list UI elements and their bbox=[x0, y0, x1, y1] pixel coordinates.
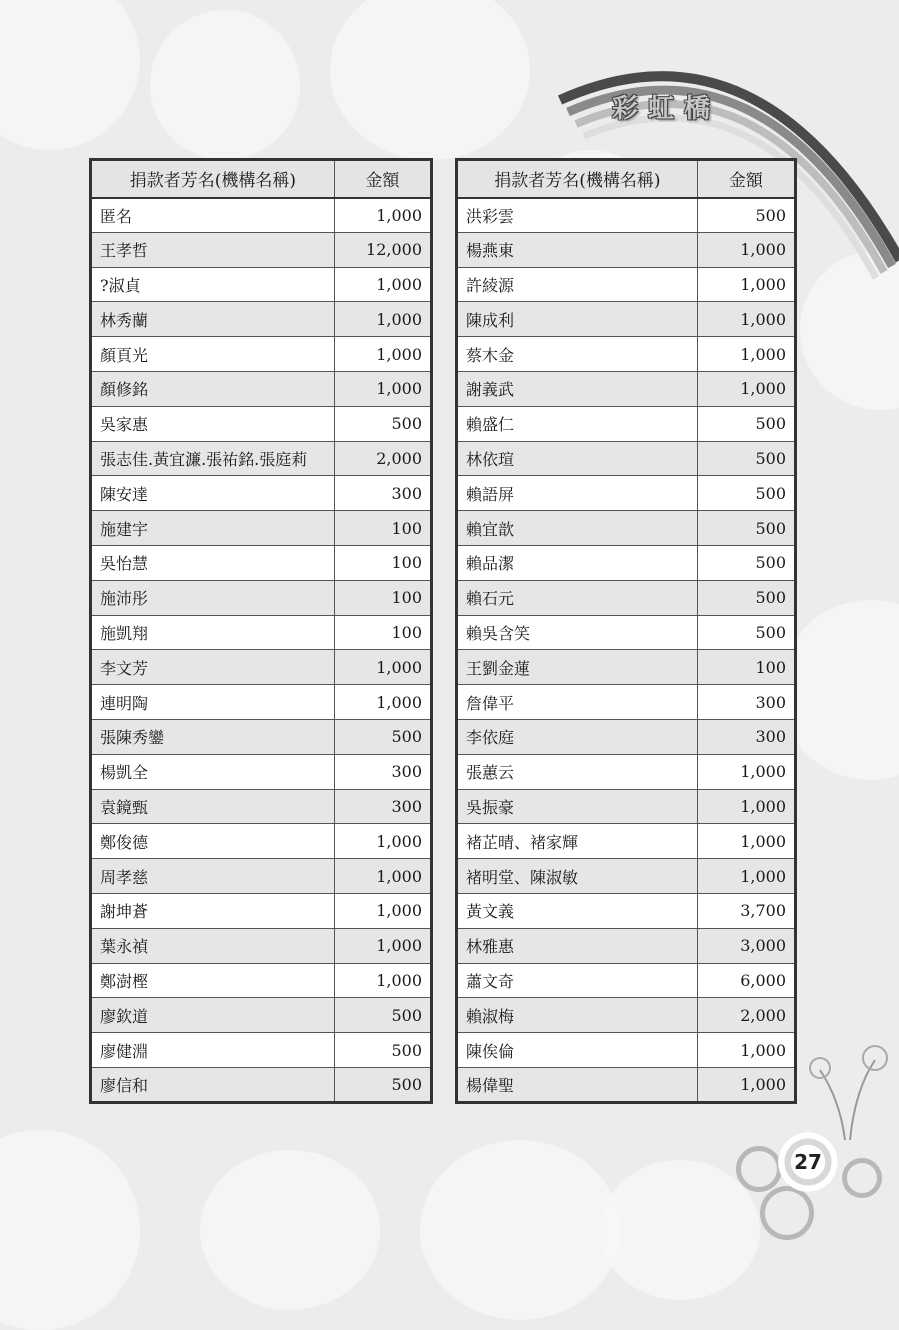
donor-name: 廖信和 bbox=[91, 1067, 335, 1102]
donor-row bbox=[91, 337, 432, 372]
donor-row bbox=[457, 302, 796, 337]
donation-amount: 1,000 bbox=[334, 685, 431, 720]
donor-table-right bbox=[455, 158, 797, 1104]
donation-amount: 300 bbox=[334, 476, 431, 511]
donor-name: 施沛彤 bbox=[91, 580, 335, 615]
donor-name: 張陳秀鑾 bbox=[91, 719, 335, 754]
donor-name: 吳振豪 bbox=[457, 789, 698, 824]
donor-name: 蔡木金 bbox=[457, 337, 698, 372]
donation-amount: 1,000 bbox=[697, 371, 795, 406]
donor-name: 施凱翔 bbox=[91, 615, 335, 650]
donor-row bbox=[457, 615, 796, 650]
donation-amount: 3,700 bbox=[697, 893, 795, 928]
donor-name: 張志佳.黃宜濂.張祐銘.張庭莉 bbox=[91, 441, 335, 476]
donation-amount: 12,000 bbox=[334, 232, 431, 267]
donor-name: 賴石元 bbox=[457, 580, 698, 615]
donor-name: 楊燕東 bbox=[457, 232, 698, 267]
donor-row bbox=[457, 998, 796, 1033]
donation-amount: 1,000 bbox=[697, 1033, 795, 1068]
page-title: 彩虹橋 bbox=[612, 94, 721, 124]
donation-amount: 1,000 bbox=[697, 824, 795, 859]
donor-row bbox=[91, 476, 432, 511]
donor-row bbox=[457, 963, 796, 998]
donor-row bbox=[457, 337, 796, 372]
donation-amount: 3,000 bbox=[697, 928, 795, 963]
donation-amount: 1,000 bbox=[334, 371, 431, 406]
donor-row bbox=[91, 754, 432, 789]
donor-row bbox=[457, 859, 796, 894]
donor-name: 張蕙云 bbox=[457, 754, 698, 789]
donation-amount: 1,000 bbox=[697, 1067, 795, 1102]
donor-row bbox=[457, 198, 796, 233]
donation-amount: 1,000 bbox=[334, 302, 431, 337]
donor-row bbox=[91, 511, 432, 546]
donor-name: 林依瑄 bbox=[457, 441, 698, 476]
donor-row bbox=[91, 198, 432, 233]
page-number: 27 bbox=[794, 1150, 822, 1174]
donor-name: 褚芷晴、褚家輝 bbox=[457, 824, 698, 859]
donor-row bbox=[91, 267, 432, 302]
donor-row bbox=[457, 267, 796, 302]
donor-row bbox=[91, 371, 432, 406]
donation-amount: 1,000 bbox=[697, 754, 795, 789]
donation-amount: 1,000 bbox=[334, 893, 431, 928]
donor-table-right-body bbox=[457, 198, 796, 1103]
donor-row bbox=[91, 650, 432, 685]
donation-amount: 500 bbox=[334, 406, 431, 441]
donation-amount: 2,000 bbox=[334, 441, 431, 476]
donor-name: 林秀蘭 bbox=[91, 302, 335, 337]
donor-table-left bbox=[89, 158, 433, 1104]
donor-row bbox=[457, 685, 796, 720]
donor-name: 匿名 bbox=[91, 198, 335, 233]
donor-row bbox=[457, 650, 796, 685]
donor-name: 詹偉平 bbox=[457, 685, 698, 720]
donor-name: 楊偉聖 bbox=[457, 1067, 698, 1102]
donation-amount: 100 bbox=[334, 580, 431, 615]
donation-amount: 100 bbox=[697, 650, 795, 685]
donation-amount: 500 bbox=[697, 615, 795, 650]
donor-name: 鄭俊德 bbox=[91, 824, 335, 859]
table-header-row bbox=[91, 160, 432, 198]
donor-name: 李依庭 bbox=[457, 719, 698, 754]
donor-row bbox=[457, 789, 796, 824]
donation-amount: 1,000 bbox=[697, 789, 795, 824]
donor-name: 葉永禎 bbox=[91, 928, 335, 963]
donor-name: 謝義武 bbox=[457, 371, 698, 406]
donation-amount: 500 bbox=[697, 198, 795, 233]
donor-name: 賴盛仁 bbox=[457, 406, 698, 441]
background-bubble bbox=[420, 1140, 620, 1320]
column-header-amount: 金額 bbox=[697, 160, 795, 198]
donor-name: 吳家惠 bbox=[91, 406, 335, 441]
donor-row bbox=[91, 1033, 432, 1068]
donor-row bbox=[457, 545, 796, 580]
donor-name: 賴吳含笑 bbox=[457, 615, 698, 650]
donor-name: 蕭文奇 bbox=[457, 963, 698, 998]
donor-name: 楊凱全 bbox=[91, 754, 335, 789]
donor-row bbox=[91, 719, 432, 754]
donor-name: 賴淑梅 bbox=[457, 998, 698, 1033]
donor-row bbox=[457, 232, 796, 267]
donation-amount: 6,000 bbox=[697, 963, 795, 998]
donor-row bbox=[91, 824, 432, 859]
donor-row bbox=[457, 406, 796, 441]
column-header-name: 捐款者芳名(機構名稱) bbox=[91, 160, 335, 198]
donor-name: 顏頁光 bbox=[91, 337, 335, 372]
donation-amount: 1,000 bbox=[334, 267, 431, 302]
donation-amount: 1,000 bbox=[334, 337, 431, 372]
donor-row bbox=[457, 754, 796, 789]
donation-amount: 1,000 bbox=[697, 267, 795, 302]
donation-amount: 300 bbox=[697, 719, 795, 754]
donation-amount: 500 bbox=[697, 406, 795, 441]
donation-amount: 1,000 bbox=[697, 302, 795, 337]
donor-name: 褚明堂、陳淑敏 bbox=[457, 859, 698, 894]
donation-amount: 100 bbox=[334, 615, 431, 650]
donor-row bbox=[91, 232, 432, 267]
donation-amount: 100 bbox=[334, 511, 431, 546]
donor-row bbox=[457, 476, 796, 511]
donation-amount: 300 bbox=[334, 789, 431, 824]
donor-name: 李文芳 bbox=[91, 650, 335, 685]
donor-row bbox=[457, 719, 796, 754]
background-bubble bbox=[600, 1160, 760, 1300]
donor-name: 林雅惠 bbox=[457, 928, 698, 963]
donation-amount: 500 bbox=[697, 511, 795, 546]
donor-row bbox=[91, 615, 432, 650]
donor-row bbox=[457, 928, 796, 963]
donor-row bbox=[91, 441, 432, 476]
donor-row bbox=[91, 545, 432, 580]
background-bubble bbox=[0, 1130, 140, 1330]
donor-row bbox=[91, 928, 432, 963]
decorative-ring bbox=[736, 1146, 782, 1192]
donor-name: 賴語屏 bbox=[457, 476, 698, 511]
donor-row bbox=[457, 1033, 796, 1068]
donor-name: 廖欽道 bbox=[91, 998, 335, 1033]
background-bubble bbox=[0, 0, 140, 150]
donation-amount: 500 bbox=[334, 1033, 431, 1068]
table-header-row bbox=[457, 160, 796, 198]
column-header-name: 捐款者芳名(機構名稱) bbox=[457, 160, 698, 198]
donor-name: 王孝哲 bbox=[91, 232, 335, 267]
flower-decoration bbox=[800, 1040, 890, 1140]
donation-amount: 1,000 bbox=[334, 650, 431, 685]
donor-row bbox=[91, 893, 432, 928]
donor-name: 洪彩雲 bbox=[457, 198, 698, 233]
donor-name: 謝坤蒼 bbox=[91, 893, 335, 928]
donor-name: 賴品潔 bbox=[457, 545, 698, 580]
donation-amount: 500 bbox=[697, 441, 795, 476]
donation-amount: 100 bbox=[334, 545, 431, 580]
donor-row bbox=[91, 685, 432, 720]
donor-name: 王劉金蓮 bbox=[457, 650, 698, 685]
donor-name: 周孝慈 bbox=[91, 859, 335, 894]
decorative-ring bbox=[842, 1158, 882, 1198]
donor-table-left-body bbox=[91, 198, 432, 1103]
donor-row bbox=[457, 580, 796, 615]
donation-amount: 500 bbox=[697, 545, 795, 580]
background-bubble bbox=[780, 600, 899, 780]
donation-amount: 1,000 bbox=[334, 859, 431, 894]
donation-amount: 1,000 bbox=[334, 963, 431, 998]
donation-amount: 300 bbox=[334, 754, 431, 789]
donor-name: 賴宜歆 bbox=[457, 511, 698, 546]
donor-name: 陳安達 bbox=[91, 476, 335, 511]
donor-row bbox=[91, 406, 432, 441]
donor-row bbox=[457, 371, 796, 406]
donor-row bbox=[91, 998, 432, 1033]
donation-amount: 2,000 bbox=[697, 998, 795, 1033]
donation-amount: 500 bbox=[697, 580, 795, 615]
donor-row bbox=[91, 963, 432, 998]
donor-name: 施建宇 bbox=[91, 511, 335, 546]
donor-name: 許綾源 bbox=[457, 267, 698, 302]
donor-row bbox=[457, 893, 796, 928]
donor-name: 廖健淵 bbox=[91, 1033, 335, 1068]
donation-amount: 500 bbox=[334, 998, 431, 1033]
donation-amount: 1,000 bbox=[334, 824, 431, 859]
background-bubble bbox=[200, 1150, 380, 1310]
donor-row bbox=[91, 789, 432, 824]
page-number-badge bbox=[778, 1132, 838, 1192]
donor-row bbox=[91, 302, 432, 337]
donor-row bbox=[457, 441, 796, 476]
donation-amount: 1,000 bbox=[334, 198, 431, 233]
donor-row bbox=[91, 580, 432, 615]
donor-row bbox=[457, 511, 796, 546]
donation-amount: 300 bbox=[697, 685, 795, 720]
background-bubble bbox=[150, 10, 300, 160]
donation-amount: 1,000 bbox=[697, 859, 795, 894]
donation-amount: 1,000 bbox=[334, 928, 431, 963]
decorative-ring bbox=[760, 1186, 814, 1240]
donor-name: ?淑貞 bbox=[91, 267, 335, 302]
donor-row bbox=[457, 824, 796, 859]
donor-name: 陳俟倫 bbox=[457, 1033, 698, 1068]
donation-amount: 1,000 bbox=[697, 337, 795, 372]
donor-name: 吳怡慧 bbox=[91, 545, 335, 580]
donation-amount: 500 bbox=[697, 476, 795, 511]
donor-row bbox=[457, 1067, 796, 1102]
donor-name: 黃文義 bbox=[457, 893, 698, 928]
donor-name: 鄭澍樫 bbox=[91, 963, 335, 998]
donation-amount: 1,000 bbox=[697, 232, 795, 267]
donor-row bbox=[91, 859, 432, 894]
donor-name: 陳成利 bbox=[457, 302, 698, 337]
donation-amount: 500 bbox=[334, 1067, 431, 1102]
donor-name: 連明陶 bbox=[91, 685, 335, 720]
donor-row bbox=[91, 1067, 432, 1102]
column-header-amount: 金額 bbox=[334, 160, 431, 198]
donation-amount: 500 bbox=[334, 719, 431, 754]
donor-name: 顏修銘 bbox=[91, 371, 335, 406]
background-bubble bbox=[330, 0, 530, 160]
donor-name: 袁鏡甄 bbox=[91, 789, 335, 824]
